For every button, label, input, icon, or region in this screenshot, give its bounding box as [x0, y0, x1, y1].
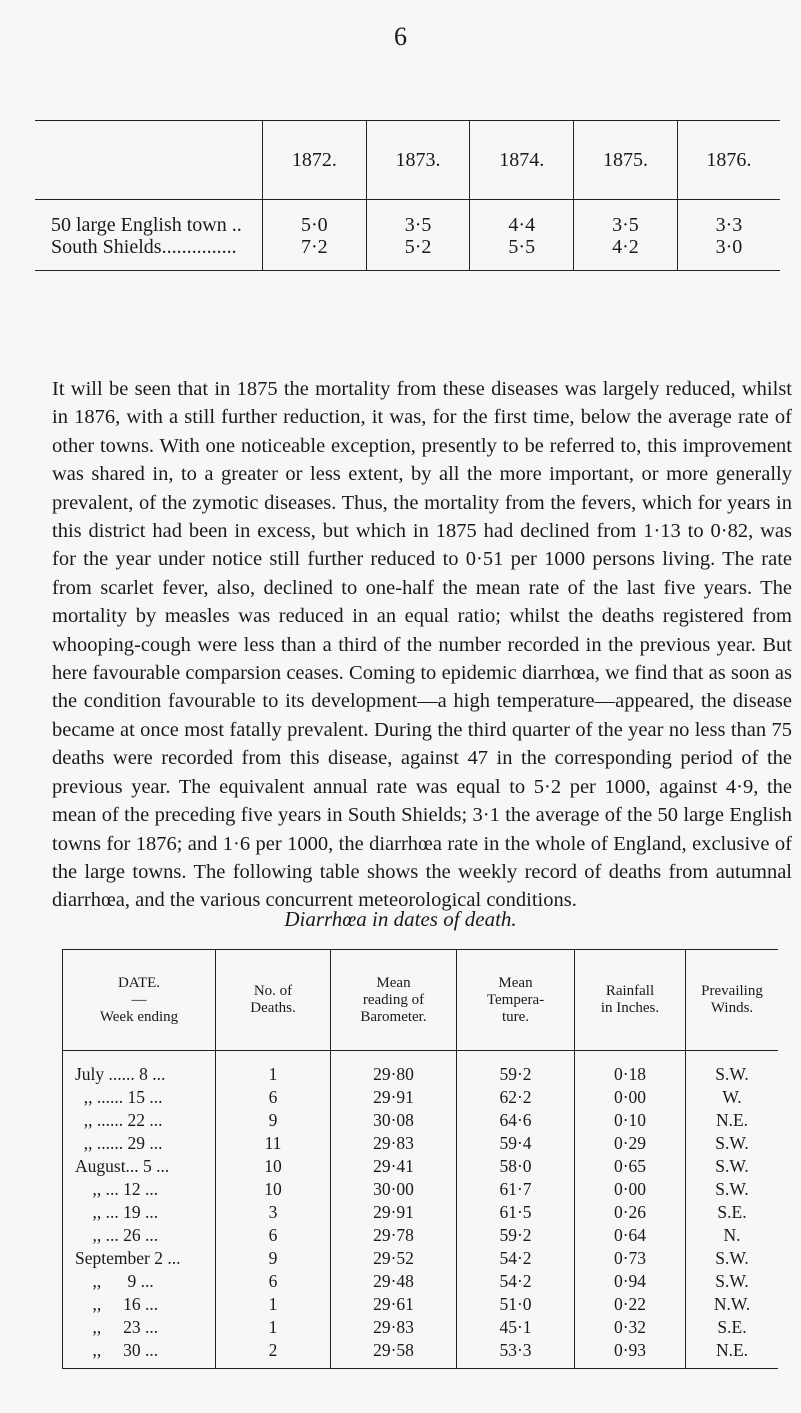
table-cell-winds: S.W.: [686, 1155, 779, 1178]
table-cell: 5·2: [366, 236, 470, 271]
table-cell-date: ,, ...... 22 ...: [63, 1109, 216, 1132]
table-cell-deaths: 1: [216, 1051, 331, 1087]
table-cell-temperature: 58·0: [457, 1155, 575, 1178]
table-row: [63, 1224, 779, 1247]
table-cell-deaths: 2: [216, 1339, 331, 1369]
table-cell-temperature: 54·2: [457, 1247, 575, 1270]
table-cell-winds: S.E.: [686, 1316, 779, 1339]
column-header-rainfall: Rainfall in Inches.: [575, 950, 686, 1051]
table-cell-temperature: 59·2: [457, 1051, 575, 1087]
table-cell-date: ,, 30 ...: [63, 1339, 216, 1369]
table-cell-deaths: 6: [216, 1270, 331, 1293]
table-cell-rainfall: 0·94: [575, 1270, 686, 1293]
table-row: [63, 1109, 779, 1132]
table-cell-rainfall: 0·29: [575, 1132, 686, 1155]
column-header: [35, 121, 263, 200]
table-cell-rainfall: 0·00: [575, 1178, 686, 1201]
table-cell-date: ,, ...... 29 ...: [63, 1132, 216, 1155]
table-cell-rainfall: 0·65: [575, 1155, 686, 1178]
table-cell-deaths: 10: [216, 1155, 331, 1178]
table-cell-winds: W.: [686, 1086, 779, 1109]
table-cell-deaths: 1: [216, 1316, 331, 1339]
table-cell-winds: S.W.: [686, 1132, 779, 1155]
table-row: [63, 1051, 779, 1087]
column-header: 1875.: [574, 121, 678, 200]
table-cell-temperature: 53·3: [457, 1339, 575, 1369]
table-cell-winds: N.E.: [686, 1109, 779, 1132]
table-cell-deaths: 10: [216, 1178, 331, 1201]
column-header-date: DATE. — Week ending: [63, 950, 216, 1051]
table-cell: 4·4: [470, 200, 574, 237]
table-cell-barometer: 29·91: [331, 1086, 457, 1109]
table-cell-temperature: 51·0: [457, 1293, 575, 1316]
table-cell-winds: S.W.: [686, 1051, 779, 1087]
table-cell-winds: N.: [686, 1224, 779, 1247]
table-cell: 5·0: [263, 200, 367, 237]
table-cell-winds: S.W.: [686, 1178, 779, 1201]
table-row: [63, 1155, 779, 1178]
table-cell-winds: S.W.: [686, 1270, 779, 1293]
table-cell: 4·2: [574, 236, 678, 271]
table-cell-rainfall: 0·22: [575, 1293, 686, 1316]
table-cell-rainfall: 0·93: [575, 1339, 686, 1369]
column-header: 1872.: [263, 121, 367, 200]
table-cell-barometer: 29·80: [331, 1051, 457, 1087]
table-cell-barometer: 29·61: [331, 1293, 457, 1316]
table-cell-date: ,, ... 26 ...: [63, 1224, 216, 1247]
row-label: South Shields...............: [51, 236, 237, 258]
table-cell-deaths: 3: [216, 1201, 331, 1224]
row-label: 50 large English town ..: [51, 214, 242, 236]
table-row: [63, 1178, 779, 1201]
column-header-barometer: Mean reading of Barometer.: [331, 950, 457, 1051]
table-cell: 3·3: [677, 200, 780, 237]
column-header: 1876.: [677, 121, 780, 200]
table-cell: 3·5: [366, 200, 470, 237]
table-cell-rainfall: 0·00: [575, 1086, 686, 1109]
table-cell-barometer: 29·48: [331, 1270, 457, 1293]
table-cell-winds: N.W.: [686, 1293, 779, 1316]
table-row: [63, 1132, 779, 1155]
paragraph: It will be seen that in 1875 the mortality from these diseases was largely reduced, whilst in 1876, with a still further reduction, it was, for the first time, below the average rate of other towns. With one noticeable exception, presently to be referred to, this improvement was shared in, to a greater or less extent, by all the more important, or more generally prevalent, of the zymotic diseases. Thus, the mortality from the fevers, which for years in this district had been in excess, but which in 1875 had declined from 1·13 to 0·82, was for the year under notice still further reduced to 0·51 per 1000 persons living. The rate from scarlet fever, also, declined to one-half the mean rate of the last five years. The mortality by measles was reduced in an equal ratio; whilst the deaths registered from whooping-cough were less than a third of the number recorded in the previous year. But here favourable comparsion ceases. Coming to epidemic diarrhœa, we find that as soon as the condition favourable to its development—a high temperature—appeared, the disease became at once most fatally prevalent. During the third quarter of the year no less than 75 deaths were recorded from this disease, against 47 in the corresponding period of the previous year. The equivalent annual rate was equal to 5·2 per 1000, against 4·9, the mean of the preceding five years in South Shields; 3·1 the average of the 50 large English towns for 1876; and 1·6 per 1000, the diarrhœa rate in the whole of England, exclusive of the large towns. The following table shows the weekly record of deaths from autumnal diarrhœa, and the various concurrent meteorological conditions.: [52, 378, 792, 912]
table-cell-temperature: 62·2: [457, 1086, 575, 1109]
table-cell-temperature: 61·5: [457, 1201, 575, 1224]
column-header: 1873.: [366, 121, 470, 200]
table-row: [63, 1339, 779, 1369]
table-cell-deaths: 9: [216, 1247, 331, 1270]
table-cell-barometer: 30·08: [331, 1109, 457, 1132]
table-header-row: [63, 950, 779, 1051]
table-cell-temperature: 59·4: [457, 1132, 575, 1155]
table-cell-date: August... 5 ...: [63, 1155, 216, 1178]
table-cell-rainfall: 0·64: [575, 1224, 686, 1247]
table-cell-temperature: 61·7: [457, 1178, 575, 1201]
table-cell-winds: S.W.: [686, 1247, 779, 1270]
table-cell: 7·2: [263, 236, 367, 271]
table-cell-barometer: 29·52: [331, 1247, 457, 1270]
column-header: 1874.: [470, 121, 574, 200]
column-header-winds: Prevailing Winds.: [686, 950, 779, 1051]
table-row: [35, 236, 780, 271]
table-row: [63, 1247, 779, 1270]
table-cell-winds: N.E.: [686, 1339, 779, 1369]
table-row: [63, 1316, 779, 1339]
table-cell-temperature: 64·6: [457, 1109, 575, 1132]
table-cell-date: July ...... 8 ...: [63, 1051, 216, 1087]
table-cell-rainfall: 0·26: [575, 1201, 686, 1224]
table-cell-date: ,, 23 ...: [63, 1316, 216, 1339]
table-cell-temperature: 54·2: [457, 1270, 575, 1293]
column-header-deaths: No. of Deaths.: [216, 950, 331, 1051]
table-cell-rainfall: 0·32: [575, 1316, 686, 1339]
table-cell-winds: S.E.: [686, 1201, 779, 1224]
table-cell-barometer: 29·58: [331, 1339, 457, 1369]
table-cell: 3·5: [574, 200, 678, 237]
table-header-row: [35, 121, 780, 200]
table-cell-rainfall: 0·10: [575, 1109, 686, 1132]
table-row: [63, 1293, 779, 1316]
table-cell-rainfall: 0·18: [575, 1051, 686, 1087]
table-cell-temperature: 59·2: [457, 1224, 575, 1247]
table-cell-rainfall: 0·73: [575, 1247, 686, 1270]
table-cell-barometer: 29·41: [331, 1155, 457, 1178]
table-cell-barometer: 29·83: [331, 1316, 457, 1339]
table-cell-barometer: 29·91: [331, 1201, 457, 1224]
table-cell-date: ,, 16 ...: [63, 1293, 216, 1316]
table-row: [63, 1201, 779, 1224]
page-number: 6: [394, 22, 407, 51]
mortality-comparison-table: [35, 120, 780, 271]
diarrhoea-weekly-table: [62, 949, 778, 1369]
table-row: [63, 1270, 779, 1293]
table-caption: Diarrhœa in dates of death.: [284, 907, 517, 931]
table-cell-deaths: 6: [216, 1086, 331, 1109]
body-text: [52, 375, 792, 915]
table-cell-date: ,, ... 19 ...: [63, 1201, 216, 1224]
table-cell-barometer: 29·83: [331, 1132, 457, 1155]
table-cell-deaths: 11: [216, 1132, 331, 1155]
table-row: [35, 200, 780, 237]
table-cell: 5·5: [470, 236, 574, 271]
column-header-temperature: Mean Tempera- ture.: [457, 950, 575, 1051]
table-cell-deaths: 6: [216, 1224, 331, 1247]
table-cell: 3·0: [677, 236, 780, 271]
table-cell-temperature: 45·1: [457, 1316, 575, 1339]
table-cell-date: ,, ...... 15 ...: [63, 1086, 216, 1109]
table-row: [63, 1086, 779, 1109]
table-cell-date: ,, ... 12 ...: [63, 1178, 216, 1201]
table-cell-barometer: 30·00: [331, 1178, 457, 1201]
table-cell-deaths: 9: [216, 1109, 331, 1132]
table-cell-date: September 2 ...: [63, 1247, 216, 1270]
table-cell-barometer: 29·78: [331, 1224, 457, 1247]
table-cell-date: ,, 9 ...: [63, 1270, 216, 1293]
table-cell-deaths: 1: [216, 1293, 331, 1316]
